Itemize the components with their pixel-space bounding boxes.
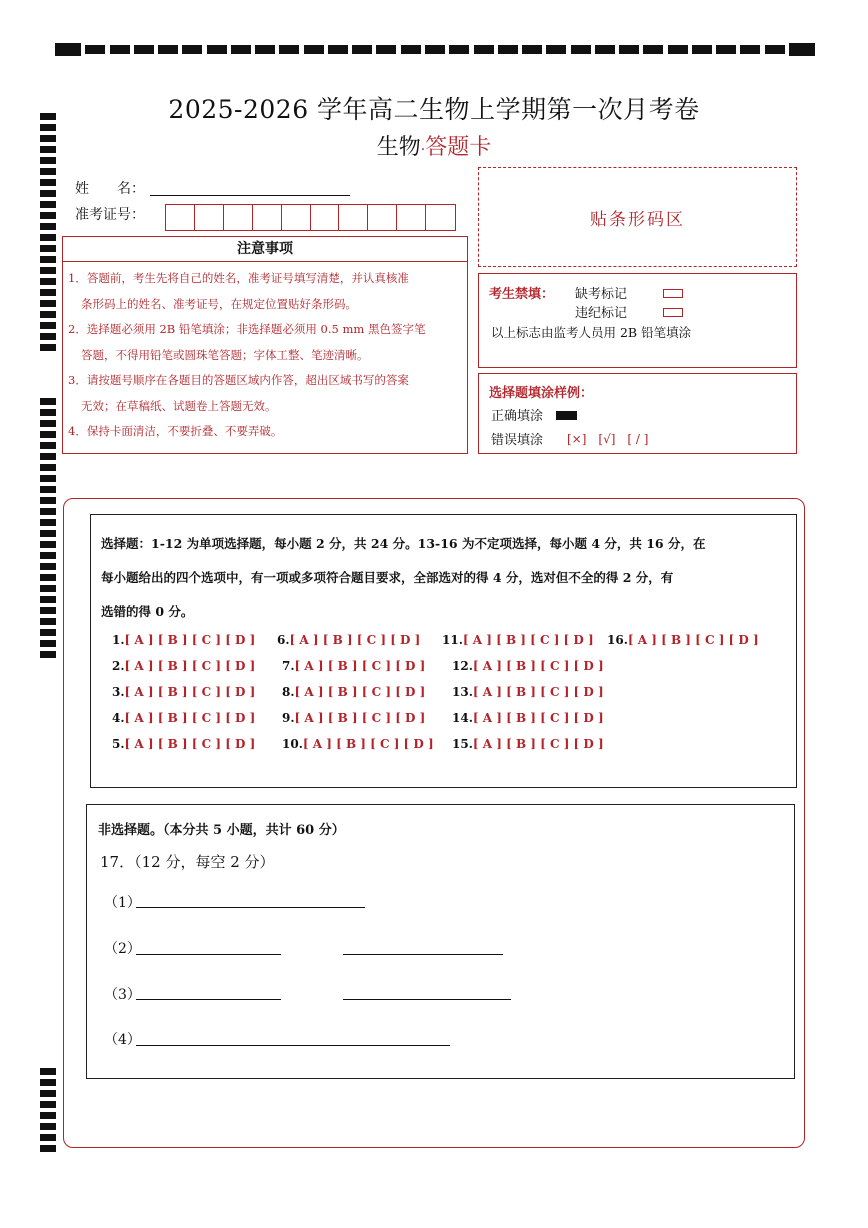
notice-item: 条形码上的姓名、准考证号，在规定位置贴好条形码。	[81, 296, 357, 311]
notice-item: 3．请按题号顺序在各题目的答题区域内作答，超出区域书写的答案	[68, 373, 409, 387]
forbidden-label: 考生禁填：	[489, 287, 555, 302]
notice-title: 注意事项	[63, 237, 467, 262]
mc-instr-line: 每小题给出的四个选项中，有一项或多项符合题目要求，全部选对的得 4 分，选对但不全的得 2 分，有	[101, 570, 674, 585]
id-label: 准考证号：	[75, 207, 145, 223]
mc-row	[112, 731, 772, 757]
mc-question-5[interactable]: 5.[ A ] [ B ] [ C ] [ D ]	[112, 737, 256, 751]
correct-fill-sample	[556, 405, 577, 424]
timing-marks-top	[55, 42, 815, 56]
q17-part-4-blank[interactable]	[136, 1045, 450, 1046]
mc-question-3[interactable]: 3.[ A ] [ B ] [ C ] [ D ]	[112, 685, 256, 699]
id-number-boxes[interactable]	[165, 204, 456, 231]
correct-fill-label: 正确填涂	[491, 409, 544, 424]
q17-part-3-blank-b[interactable]	[343, 999, 511, 1000]
mc-question-15[interactable]: 15.[ A ] [ B ] [ C ] [ D ]	[452, 737, 604, 751]
mc-instr-line: 选择题：1-12 为单项选择题，每小题 2 分，共 24 分。13-16 为不定项选择，每小题 4 分，共 16 分，在	[101, 536, 706, 551]
mc-question-14[interactable]: 14.[ A ] [ B ] [ C ] [ D ]	[452, 711, 604, 725]
violation-mark[interactable]	[663, 302, 683, 321]
notice-item: 无效；在草稿纸、试题卷上答题无效。	[81, 398, 277, 413]
fill-example-title: 选择题填涂样例：	[489, 386, 594, 401]
mc-question-4[interactable]: 4.[ A ] [ B ] [ C ] [ D ]	[112, 711, 256, 725]
mc-question-13[interactable]: 13.[ A ] [ B ] [ C ] [ D ]	[452, 685, 604, 699]
mc-grid	[112, 627, 772, 757]
q17-part-3-label: （3）	[104, 987, 141, 1003]
nonmc-section	[86, 804, 795, 1079]
q17-part-2-label: （2）	[104, 941, 141, 957]
exam-title: 2025-2026 学年高二生物上学期第一次月考卷	[168, 95, 700, 124]
wrong-fill-samples: [×] [√] [ / ]	[567, 432, 649, 446]
absent-mark[interactable]	[663, 283, 683, 302]
notice-item: 4．保持卡面清洁，不要折叠、不要弄破。	[68, 424, 283, 438]
name-label: 姓 名：	[75, 181, 145, 197]
mc-row	[112, 679, 772, 705]
notice-box	[62, 236, 468, 454]
name-field[interactable]	[150, 180, 350, 196]
subtitle-card: 答题卡	[425, 135, 492, 160]
mc-question-16[interactable]: 16.[ A ] [ B ] [ C ] [ D ]	[607, 633, 759, 647]
notice-item: 答题，不得用铅笔或圆珠笔答题；字体工整、笔迹清晰。	[81, 347, 369, 362]
subtitle-dot: ·	[420, 142, 426, 158]
mc-row	[112, 653, 772, 679]
notice-item: 1．答题前，考生先将自己的姓名，准考证号填写清楚，并认真核准	[68, 271, 409, 285]
mc-question-2[interactable]: 2.[ A ] [ B ] [ C ] [ D ]	[112, 659, 256, 673]
timing-marks-left-lower	[40, 1068, 56, 1152]
mc-question-10[interactable]: 10.[ A ] [ B ] [ C ] [ D ]	[282, 737, 434, 751]
absent-label: 缺考标记	[575, 287, 628, 302]
forbidden-box	[478, 273, 797, 368]
forbidden-note: 以上标志由监考人员用 2B 铅笔填涂	[491, 325, 692, 340]
q17-part-2-blank-b[interactable]	[343, 954, 503, 955]
timing-marks-left-middle	[40, 398, 56, 658]
violation-label: 违纪标记	[575, 306, 628, 321]
notice-list	[63, 262, 467, 445]
mc-question-7[interactable]: 7.[ A ] [ B ] [ C ] [ D ]	[282, 659, 426, 673]
barcode-area	[478, 167, 797, 267]
mc-row	[112, 627, 772, 653]
mc-question-1[interactable]: 1.[ A ] [ B ] [ C ] [ D ]	[112, 633, 256, 647]
wrong-fill-label: 错误填涂	[491, 433, 544, 448]
q17-part-1-blank[interactable]	[136, 907, 365, 908]
mc-row	[112, 705, 772, 731]
q17-part-4-label: （4）	[104, 1032, 141, 1048]
exam-subtitle	[0, 130, 868, 161]
mc-instructions	[101, 527, 705, 629]
mc-question-8[interactable]: 8.[ A ] [ B ] [ C ] [ D ]	[282, 685, 426, 699]
barcode-label: 贴条形码区	[590, 209, 685, 230]
q17-part-3-blank-a[interactable]	[136, 999, 281, 1000]
mc-instr-line: 选错的得 0 分。	[101, 604, 194, 619]
mc-question-6[interactable]: 6.[ A ] [ B ] [ C ] [ D ]	[277, 633, 421, 647]
q17-part-1-label: （1）	[104, 895, 141, 911]
notice-item: 2．选择题必须用 2B 铅笔填涂；非选择题必须用 0.5 mm 黑色签字笔	[68, 322, 426, 336]
q17-header: 17．（12 分，每空 2 分）	[100, 853, 275, 871]
nonmc-title: 非选择题。（本分共 5 小题，共计 60 分）	[98, 823, 345, 838]
subtitle-subject: 生物	[376, 135, 421, 160]
fill-example-box	[478, 373, 797, 454]
mc-question-9[interactable]: 9.[ A ] [ B ] [ C ] [ D ]	[282, 711, 426, 725]
mc-question-11[interactable]: 11.[ A ] [ B ] [ C ] [ D ]	[442, 633, 594, 647]
q17-part-2-blank-a[interactable]	[136, 954, 281, 955]
mc-question-12[interactable]: 12.[ A ] [ B ] [ C ] [ D ]	[452, 659, 604, 673]
